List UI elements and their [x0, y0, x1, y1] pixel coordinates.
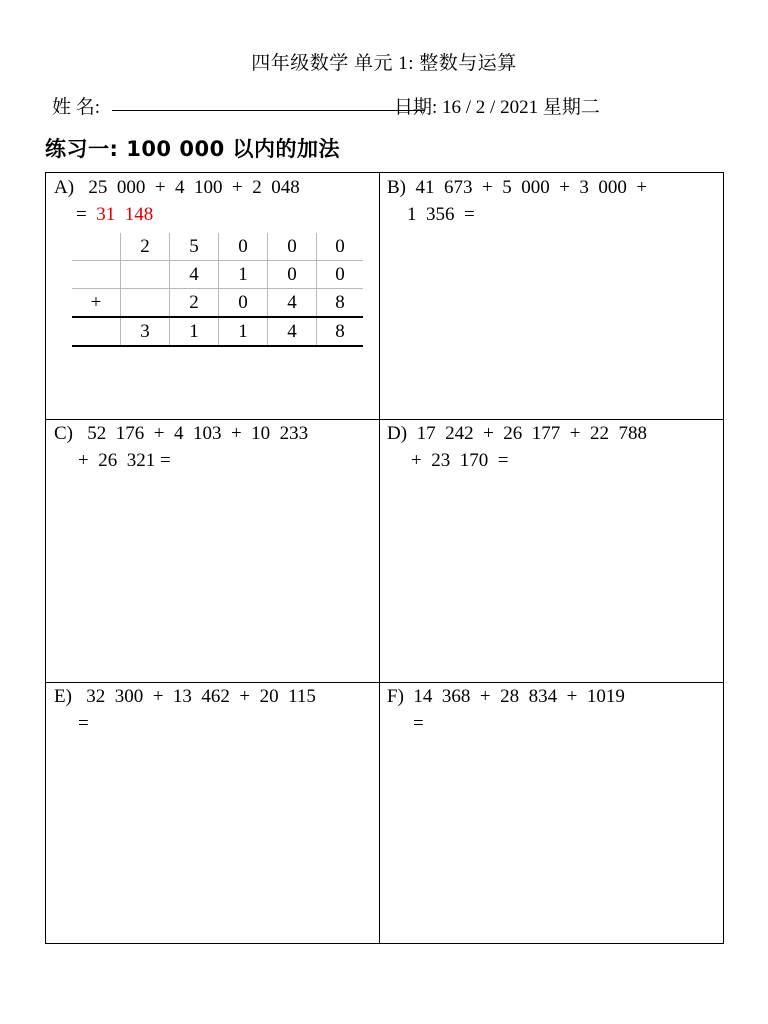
table-cell: 5	[170, 233, 219, 261]
column-addition-table	[72, 233, 363, 347]
table-cell: 0	[317, 233, 364, 261]
problem-b[interactable]	[387, 174, 717, 228]
problem-f[interactable]	[387, 683, 717, 737]
problem-e[interactable]	[54, 683, 374, 737]
problem-c[interactable]	[54, 420, 374, 474]
problem-c-line2: + 26 321 =	[78, 450, 171, 471]
problem-e-line1	[54, 683, 374, 710]
table-row	[72, 233, 363, 261]
table-cell: 1	[219, 317, 268, 346]
problem-grid	[45, 172, 724, 944]
table-cell: 0	[219, 289, 268, 318]
name-blank-line[interactable]	[112, 110, 424, 111]
table-cell: 0	[317, 261, 364, 289]
table-row	[72, 261, 363, 289]
problem-e-line2: =	[78, 713, 89, 734]
equals-sign: =	[76, 204, 97, 225]
problem-c-expression: 52 176 + 4 103 + 10 233	[87, 423, 309, 444]
table-cell: 3	[121, 317, 170, 346]
problem-f-expression: 14 368 + 28 834 + 1019	[413, 686, 625, 707]
problem-c-label: C)	[54, 423, 73, 444]
problem-f-line2: =	[413, 713, 424, 734]
table-cell: 4	[170, 261, 219, 289]
problem-d-line2: + 23 170 =	[411, 450, 509, 471]
table-cell: 0	[268, 261, 317, 289]
problem-c-line1	[54, 420, 374, 447]
problem-a-line1	[54, 174, 374, 201]
worksheet-title: 四年级数学 单元 1: 整数与运算	[251, 53, 517, 74]
date-label: 日期: 16 / 2 / 2021 星期二	[394, 97, 600, 118]
table-cell: 1	[219, 261, 268, 289]
table-cell: 2	[121, 233, 170, 261]
table-cell	[72, 317, 121, 346]
plus-sign-cell: +	[72, 289, 121, 318]
grid-divider-vertical	[379, 173, 380, 943]
problem-d[interactable]	[387, 420, 717, 474]
table-cell: 0	[219, 233, 268, 261]
problem-e-expression: 32 300 + 13 462 + 20 115	[86, 686, 316, 707]
table-cell	[121, 289, 170, 318]
problem-d-expression: 17 242 + 26 177 + 22 788	[416, 423, 647, 444]
table-cell	[72, 233, 121, 261]
table-cell	[72, 261, 121, 289]
problem-f-line1	[387, 683, 717, 710]
problem-a-answer: 31 148	[96, 204, 154, 225]
table-cell: 1	[170, 317, 219, 346]
table-cell: 8	[317, 317, 364, 346]
table-cell: 4	[268, 289, 317, 318]
table-cell: 4	[268, 317, 317, 346]
exercise-title: 练习一: 100 000 以内的加法	[45, 137, 341, 161]
problem-d-line1	[387, 420, 717, 447]
name-label: 姓 名:	[52, 97, 101, 118]
table-cell: 8	[317, 289, 364, 318]
table-cell	[121, 261, 170, 289]
problem-a-expression: 25 000 + 4 100 + 2 048	[88, 177, 300, 198]
table-row	[72, 289, 363, 318]
problem-b-expression: 41 673 + 5 000 + 3 000 +	[415, 177, 648, 198]
problem-b-line2: 1 356 =	[407, 204, 475, 225]
table-cell: 2	[170, 289, 219, 318]
problem-e-label: E)	[54, 686, 72, 707]
problem-b-label: B)	[387, 177, 406, 198]
problem-d-label: D)	[387, 423, 408, 444]
problem-a-line2	[54, 201, 374, 228]
student-info-row	[52, 92, 732, 118]
problem-a[interactable]	[54, 174, 374, 342]
problem-a-label: A)	[54, 177, 75, 198]
sum-row	[72, 317, 363, 346]
problem-f-label: F)	[387, 686, 404, 707]
table-cell: 0	[268, 233, 317, 261]
problem-b-line1	[387, 174, 717, 201]
